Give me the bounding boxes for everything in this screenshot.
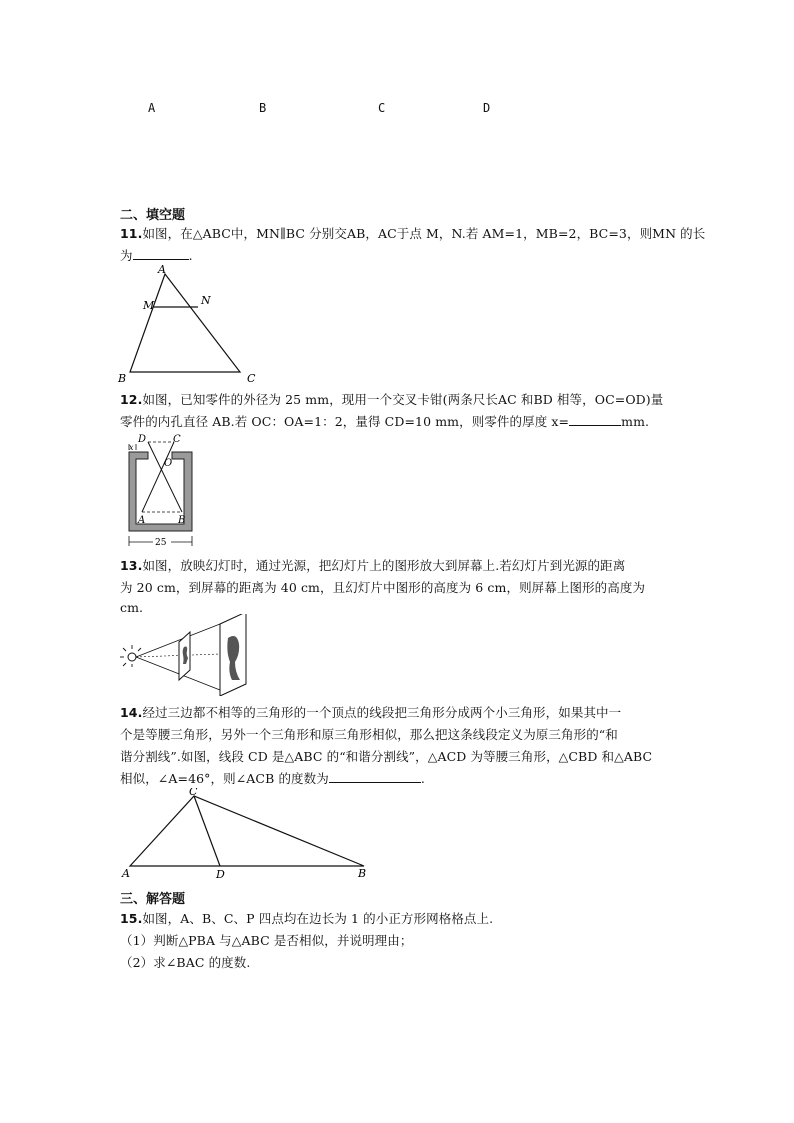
q14-segment-cd — [194, 796, 220, 866]
q11-text-1: 如图，在△ABC中，MN∥BC 分别交AB，AC于点 M，N.若 AM=1，MB=2，BC=3，则MN 的长 — [142, 226, 706, 241]
q11-label-n: N — [201, 294, 211, 307]
q11-answer-blank[interactable] — [133, 247, 189, 260]
section-answer-title: 三、解答题 — [120, 892, 186, 907]
option-d: D — [483, 101, 491, 115]
q11-label-c: C — [247, 372, 256, 385]
q11-label-m: M — [143, 299, 155, 312]
q12-label-a: A — [138, 515, 146, 526]
q12-label-x: x — [129, 443, 134, 452]
q14-triangle-figure — [118, 788, 378, 880]
option-a: A — [148, 101, 156, 115]
q15-text-3: （2）求∠BAC 的度数. — [120, 955, 251, 970]
q12-label-d: D — [138, 434, 147, 445]
q14-line1 — [120, 703, 621, 721]
q14-line3 — [120, 747, 652, 765]
q14-label-b: B — [358, 867, 367, 880]
q15-line2 — [120, 931, 412, 949]
q14-number: 14. — [120, 705, 143, 720]
q11-line1 — [120, 224, 705, 242]
q14-text-4-end: . — [420, 771, 425, 786]
q14-text-2: 个是等腰三角形，另外一个三角形和原三角形相似，那么把这条线段定义为原三角形的“和 — [120, 727, 618, 742]
q14-triangle-abc — [130, 796, 364, 866]
q14-label-a: A — [122, 867, 130, 880]
q15-text-1: 如图，A、B、C、P 四点均在边长为 1 的小正方形网格格点上. — [142, 911, 494, 926]
q12-text-2: 零件的内孔直径 AB.若 OC：OA=1：2，量得 CD=10 mm，则零件的厚度 x= — [120, 414, 570, 429]
q11-triangle-figure — [112, 262, 272, 386]
q12-text-1: 如图，已知零件的外径为 25 mm，现用一个交叉卡钳(两条尺长AC 和BD 相等，OC=OD)量 — [142, 392, 664, 407]
q15-line1 — [120, 909, 493, 927]
q15-text-2: （1）判断△PBA 与△ABC 是否相似，并说明理由； — [120, 933, 413, 948]
q14-label-c: C — [189, 788, 198, 798]
q15-line3 — [120, 953, 250, 971]
q14-line4 — [120, 769, 425, 787]
q11-triangle — [130, 274, 240, 372]
q12-line1 — [120, 390, 663, 408]
q12-label-o: O — [164, 458, 173, 469]
q11-text-2: 为 — [120, 248, 133, 263]
q13-text-3: cm. — [120, 600, 144, 615]
q11-label-a: A — [158, 263, 166, 276]
q11-number: 11. — [120, 226, 143, 241]
option-c: C — [378, 101, 386, 115]
q14-answer-blank[interactable] — [329, 770, 421, 783]
q14-label-d: D — [216, 868, 225, 880]
section-fill-in-title: 二、填空题 — [120, 208, 186, 223]
q14-text-4: 相似，∠A=46°，则∠ACB 的度数为 — [120, 771, 329, 786]
q12-label-25: 25 — [155, 538, 167, 548]
q14-text-3: 谐分割线”.如图，线段 CD 是△ABC 的“和谐分割线”，△ACD 为等腰三角形，△CBD 和△ABC — [120, 749, 653, 764]
q13-light-source-icon — [128, 653, 136, 661]
q13-line3 — [120, 600, 143, 615]
q12-answer-blank[interactable] — [569, 413, 621, 426]
q12-line2 — [120, 412, 649, 430]
q11-text-2-end: . — [188, 248, 193, 263]
q11-label-b: B — [118, 372, 127, 385]
option-b: B — [259, 101, 267, 115]
q15-number: 15. — [120, 911, 143, 926]
q12-label-b: B — [178, 515, 186, 526]
q14-text-1: 经过三边都不相等的三角形的一个顶点的线段把三角形分成两个小三角形，如果其中一 — [142, 705, 622, 720]
q13-line1 — [120, 556, 625, 574]
q13-projector-figure — [116, 614, 256, 696]
q12-text-2-end: mm. — [621, 414, 650, 429]
q14-line2 — [120, 725, 618, 743]
q12-caliper-figure — [118, 430, 208, 550]
q12-label-c: C — [173, 434, 181, 445]
q12-number: 12. — [120, 392, 143, 407]
q13-text-1: 如图，放映幻灯时，通过光源，把幻灯片上的图形放大到屏幕上.若幻灯片到光源的距离 — [142, 558, 626, 573]
q13-number: 13. — [120, 558, 143, 573]
q13-line2 — [120, 578, 645, 596]
q13-text-2: 为 20 cm，到屏幕的距离为 40 cm，且幻灯片中图形的高度为 6 cm，则屏幕上图形的高度为 — [120, 580, 646, 595]
